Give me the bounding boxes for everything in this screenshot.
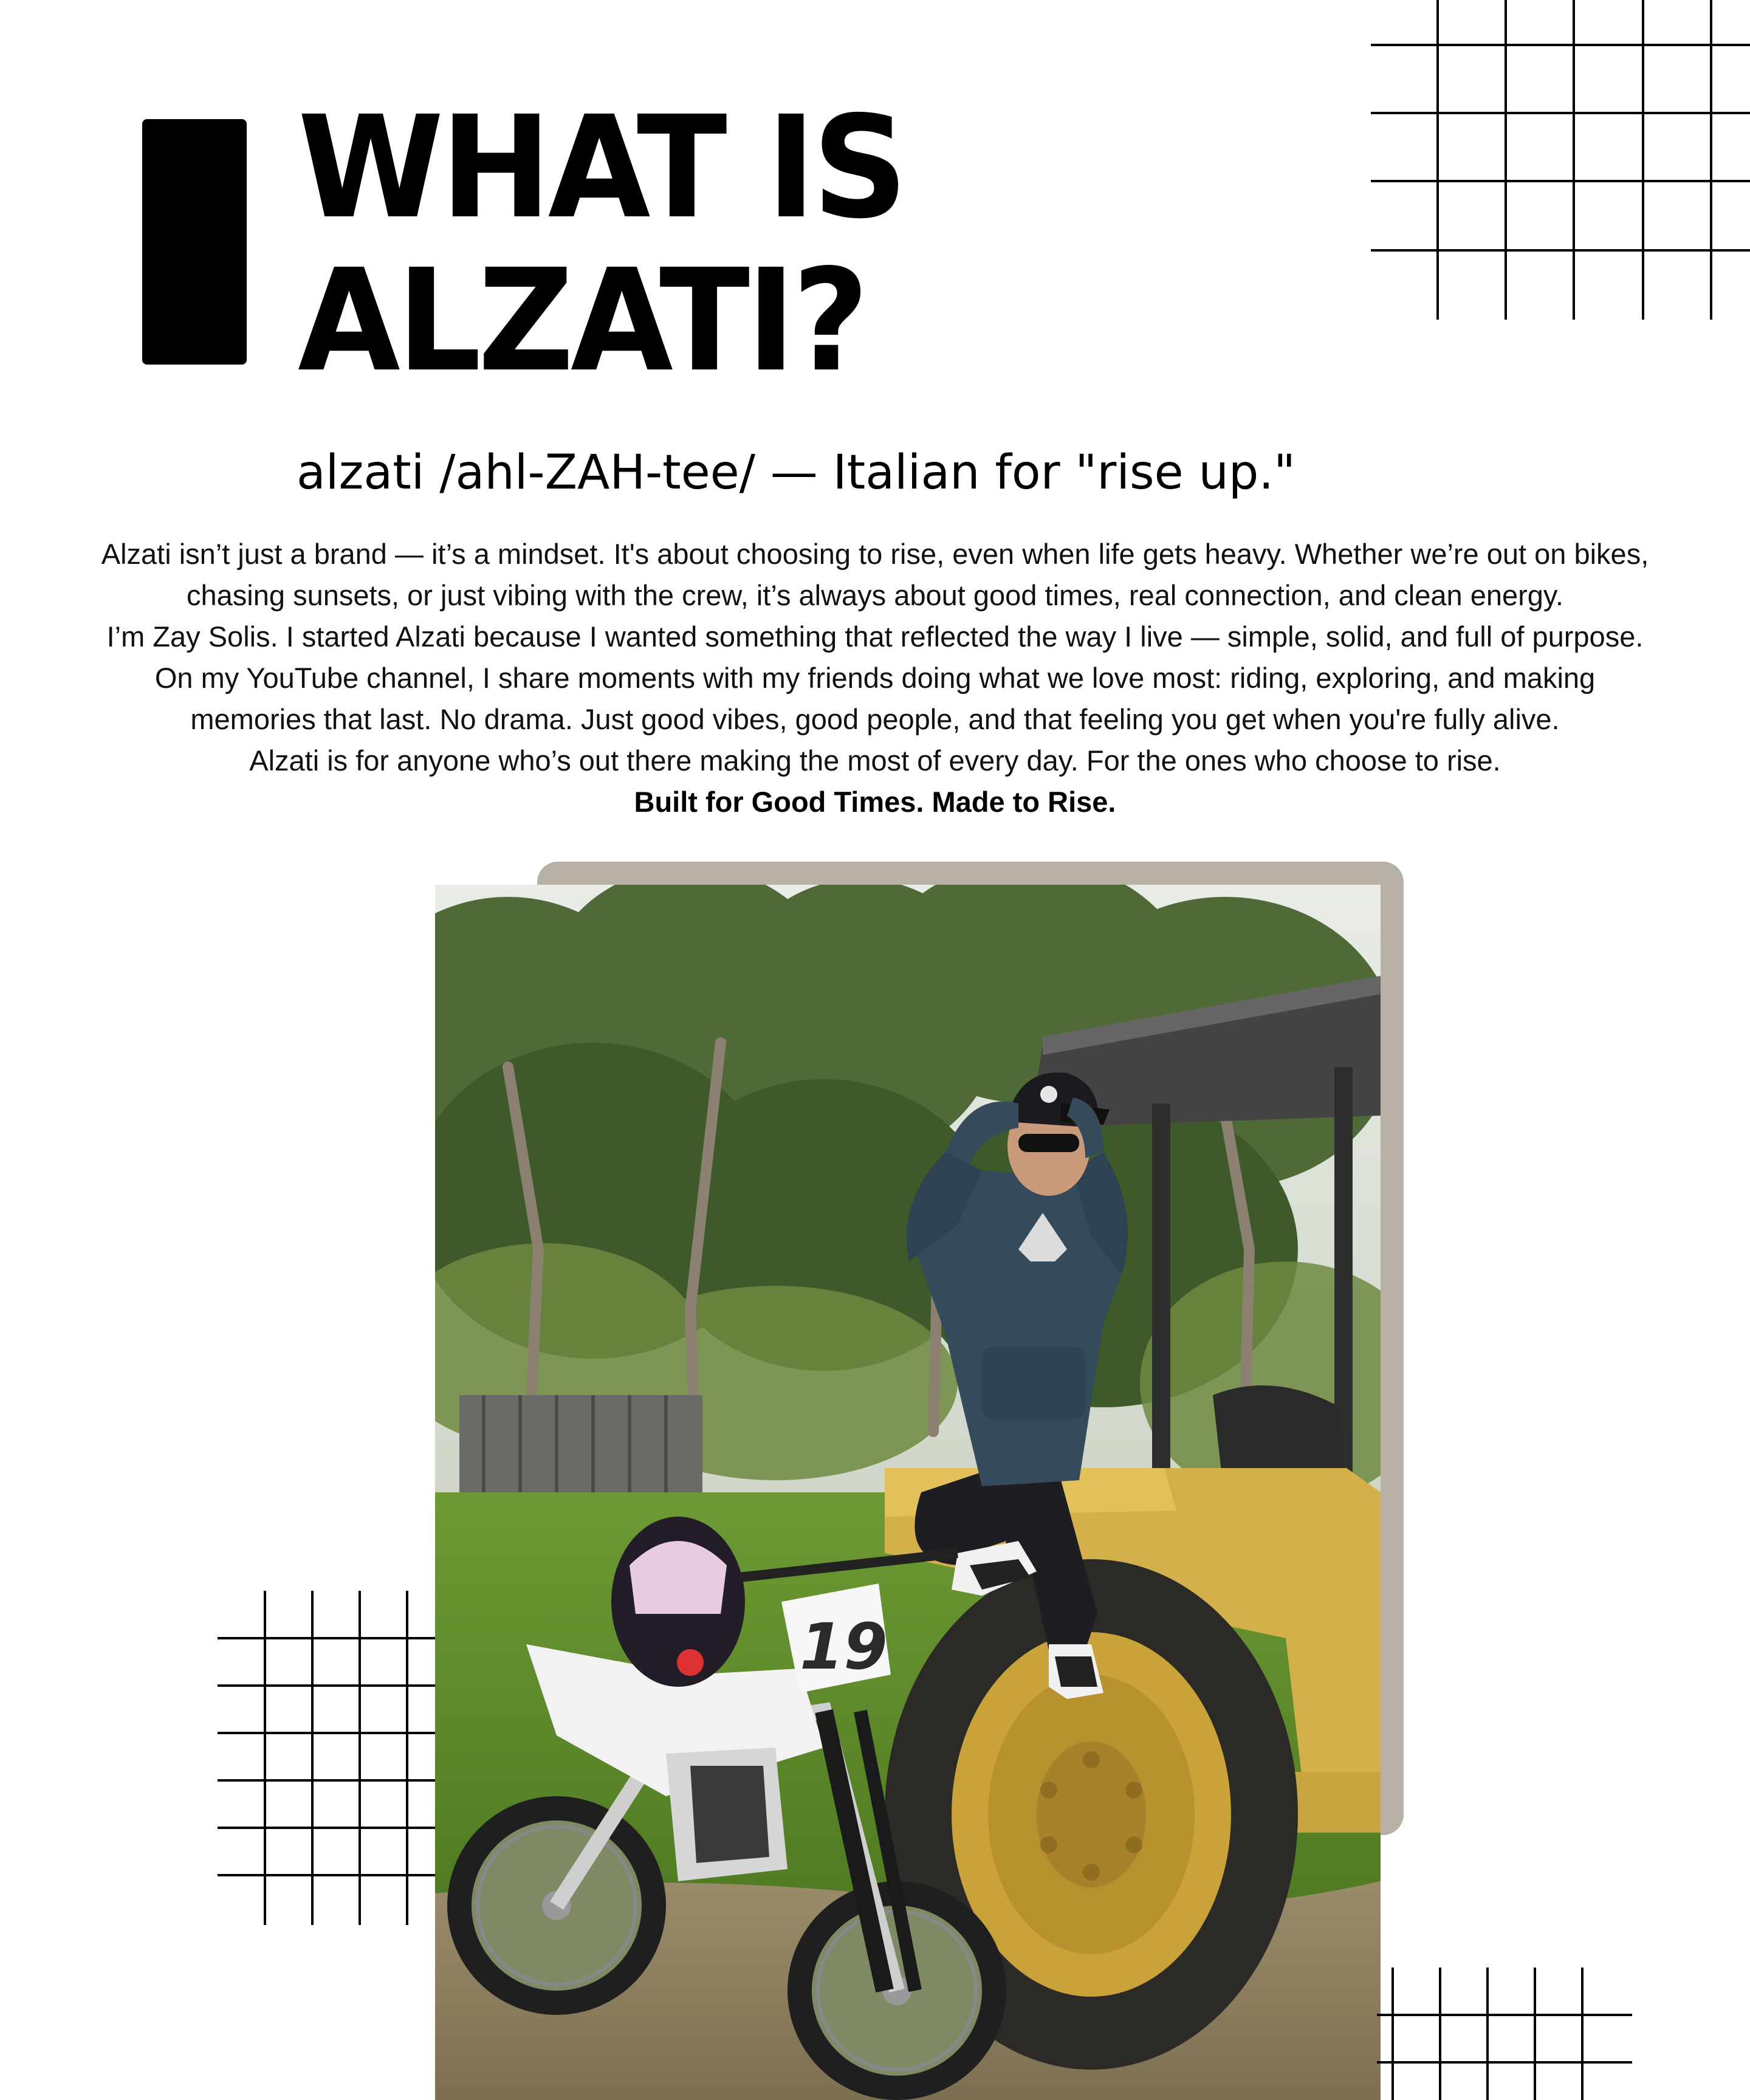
decorative-grid-top-right xyxy=(1371,0,1750,322)
page-title-line-2: ALZATI? xyxy=(298,239,866,403)
about-text xyxy=(91,534,1659,823)
pronunciation-subtitle: alzati /ahl-ZAH-tee/ — Italian for "rise up." xyxy=(297,445,1296,500)
decorative-grid-left xyxy=(218,1591,436,1925)
about-paragraph-3: Alzati is for anyone who’s out there making the most of every day. For the ones who choose to rise. xyxy=(249,744,1501,777)
heading-accent-bar xyxy=(142,119,247,365)
page-title xyxy=(298,86,905,403)
rider-photo xyxy=(435,885,1381,2100)
about-paragraph-2: I’m Zay Solis. I started Alzati because I wanted something that reflected the way I live — simple, solid, and full of purpose. On my YouTube channel, I share moments with my friends doing what we love most: riding, exploring, and making memories that last. No drama. Just good vibes, good people, and that feeling you get when you're fully alive. xyxy=(106,620,1644,735)
brand-tagline: Built for Good Times. Made to Rise. xyxy=(634,786,1116,818)
bike-number-plate: 19 xyxy=(800,1610,888,1684)
page-title-line-1: WHAT IS xyxy=(298,86,905,250)
about-paragraph-1: Alzati isn’t just a brand — it’s a mindset. It's about choosing to rise, even when life gets heavy. Whether we’re out on bikes, chasing sunsets, or just vibing with the crew, it’s always about good times, real connection, and clean energy. xyxy=(101,538,1649,611)
decorative-grid-bottom-right xyxy=(1377,1968,1632,2100)
